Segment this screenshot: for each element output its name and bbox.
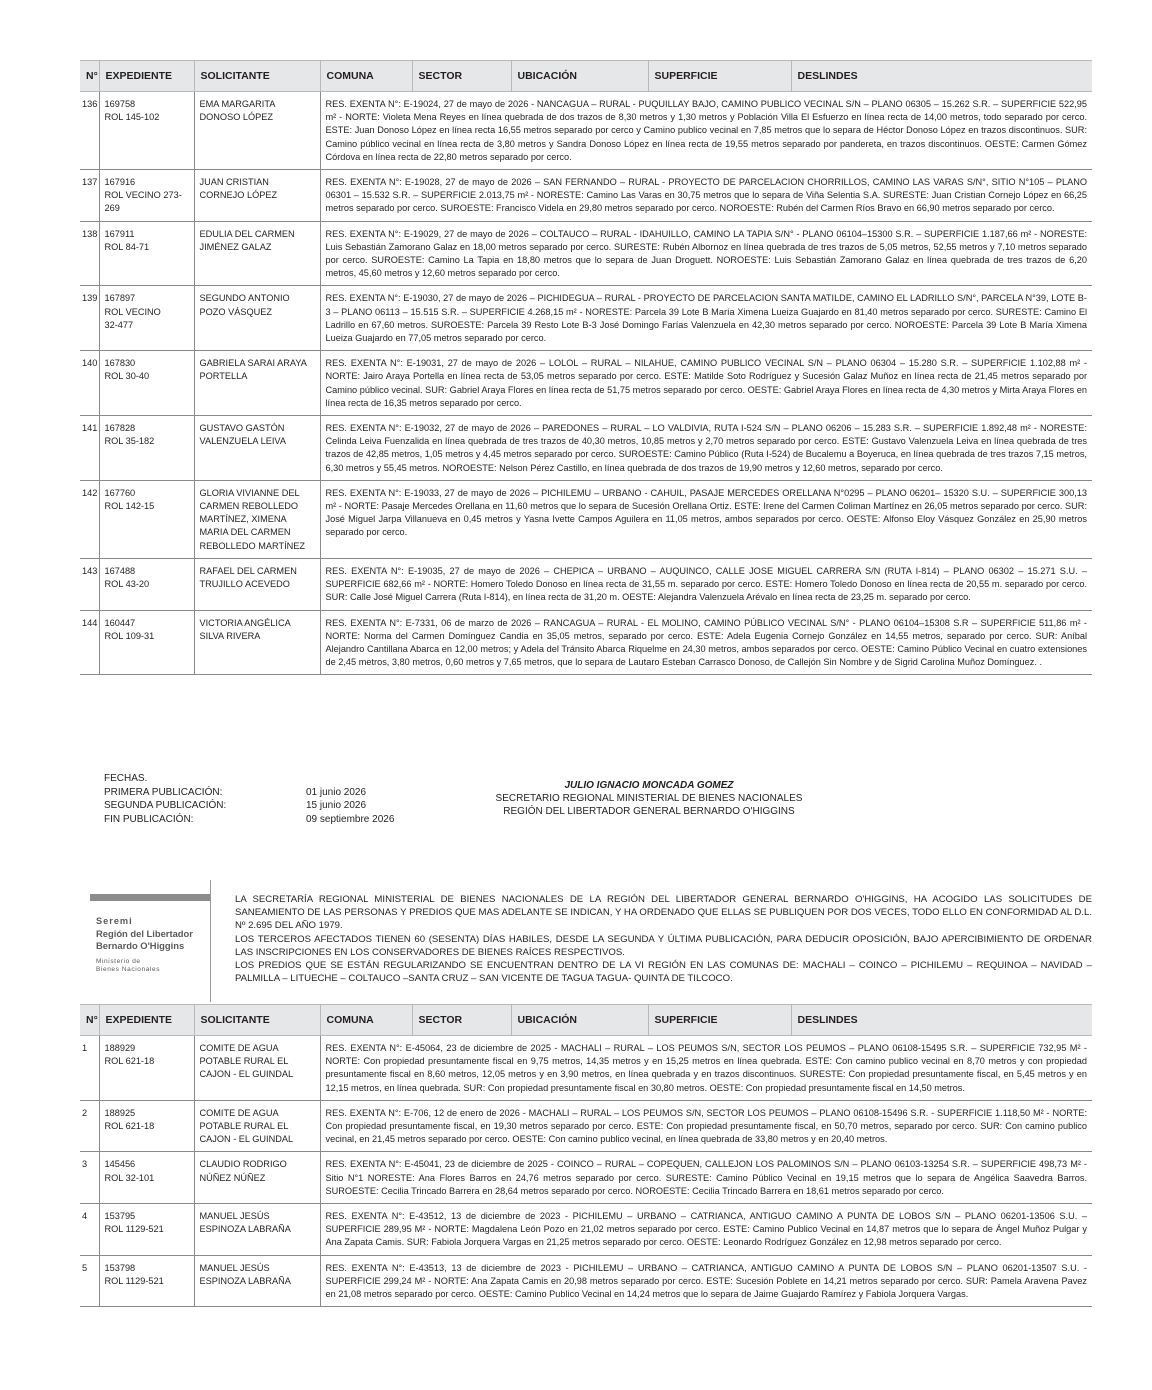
row-expediente: 153795 ROL 1129-521 bbox=[99, 1204, 194, 1256]
row-expediente: 167916 ROL VECINO 273-269 bbox=[99, 170, 194, 222]
header-solicitante: SOLICITANTE bbox=[194, 61, 320, 92]
row-solicitante: RAFAEL DEL CARMEN TRUJILLO ACEVEDO bbox=[194, 558, 320, 610]
row-deslindes: RES. EXENTA N°: E-19024, 27 de mayo de 2026 - NANCAGUA – RURAL - PUQUILLAY BAJO, CAMINO PUBLICO VECINAL S/N – PLANO 06305 – 15.262 S.R. – SUPERFICIE 522,95 m² - NORTE: Violeta Mena Reyes en línea quebrada de dos trazos de 8,30 metros y 1,30 metros y Población Villa El Esfuerzo en línea recta de 14,00 metros, todo separado por cerco. ESTE: Juan Donoso López en línea recta 16,55 metros separado por cerco y Camino publico vecinal en 7,85 metros que lo separa de Héctor Donoso López en trazos discontinuos. SUR: Camino público vecinal en línea recta de 3,80 metros y Sandra Donoso López en línea recta de 19,55 metros separado por pandereta, en trazos discontinuos. OESTE: Carmen Gómez Córdova en línea recta de 22,80 metros separado por cerco. bbox=[320, 92, 1092, 170]
row-number: 138 bbox=[80, 221, 99, 286]
row-expediente: 167897 ROL VECINO 32-477 bbox=[99, 286, 194, 351]
table-header-row bbox=[80, 1005, 1092, 1036]
signature-block bbox=[480, 779, 818, 819]
table-row bbox=[80, 1152, 1092, 1204]
signatory-title: SECRETARIO REGIONAL MINISTERIAL DE BIENES NACIONALES bbox=[495, 793, 803, 805]
seremi-logo bbox=[80, 880, 211, 1002]
date-value: 01 junio 2026 bbox=[306, 786, 367, 798]
row-solicitante: SEGUNDO ANTONIO POZO VÁSQUEZ bbox=[194, 286, 320, 351]
logo-region bbox=[96, 928, 193, 951]
row-expediente: 167488 ROL 43-20 bbox=[99, 558, 194, 610]
row-number: 5 bbox=[80, 1255, 99, 1307]
row-expediente: 167828 ROL 35-182 bbox=[99, 416, 194, 481]
table-row bbox=[80, 558, 1092, 610]
row-number: 139 bbox=[80, 286, 99, 351]
table-row bbox=[80, 610, 1092, 675]
date-value: 15 junio 2026 bbox=[306, 800, 367, 812]
row-deslindes: RES. EXENTA N°: E-706, 12 de enero de 2026 - MACHALI – RURAL – LOS PEUMOS S/N, SECTOR LOS PEUMOS – PLANO 06108-15496 S.R. - SUPERFICIE 1.118,50 M² - NORTE: Con propiedad presuntamente fiscal, en 19,30 metros separado por cerco. ESTE: Con propiedad presuntamente fiscal, en 50,70 metros, separado por cerco. SUR: Con camino publico vecinal, en 21,45 metros separado por cerco. OESTE: Con camino publico vecinal, en línea quebrada de 33,80 metros y en 20,40 metros. bbox=[320, 1100, 1092, 1152]
header-expediente: EXPEDIENTE bbox=[99, 1005, 194, 1036]
header-solicitante: SOLICITANTE bbox=[194, 1005, 320, 1036]
row-deslindes: RES. EXENTA N°: E-45041, 23 de diciembre de 2025 - COINCO – RURAL – COPEQUEN, CALLEJON LOS PALOMINOS S/N – PLANO 06103-13254 S.R. – SUPERFICIE 498,73 M² - Sitio N°1 NORESTE: Ana Flores Barros en 24,76 metros separado por cerco. SURESTE: Camino Público Vecinal en 19,15 metros que lo separa de Angélica Saavedra Barros. SUROESTE: Cecilia Trincado Barrera en 28,64 metros separado por cerco. NOROESTE: Cecilia Trincado Barrera en 18,61 metros separado por cerco. bbox=[320, 1152, 1092, 1204]
row-number: 143 bbox=[80, 558, 99, 610]
header-ubicacion: UBICACIÓN bbox=[511, 1005, 648, 1036]
row-deslindes: RES. EXENTA N°: E-19032, 27 de mayo de 2026 – PAREDONES – RURAL – LO VALDIVIA, RUTA I-524 S/N – PLANO 06206 – 15.283 S.R. – SUPERFICIE 1.892,48 m² - NORESTE: Celinda Leiva Fuenzalida en línea quebrada de tres trazos de 40,30 metros, 10,85 metros y 2,70 metros separado por cerco. ESTE: Gustavo Valenzuela Leiva en línea quebrada de tres trazos de 42,85 metros, 1,05 metros y 4,45 metros separado por cerco. SUROESTE: Camino Público (Ruta I-524) de Bucalemu a Boyeruca, en línea quebrada de tres trazos 7,15 metros, 6,30 metros y 55,45 metros. NOROESTE: Nelson Pérez Castillo, en línea quebrada de dos trazos de 19,90 metros y 12,60 metros, separado por cerco. bbox=[320, 416, 1092, 481]
logo-ministry-line1: Ministerio de bbox=[96, 958, 141, 965]
publication-table-1 bbox=[80, 60, 1092, 675]
row-deslindes: RES. EXENTA N°: E-45064, 23 de diciembre de 2025 - MACHALI – RURAL – LOS PEUMOS S/N, SECTOR LOS PEUMOS – PLANO 06108-15495 S.R. – SUPERFICIE 732,95 M² - NORTE: Con propiedad presuntamente fiscal en 9,75 metros, 14,35 metros y en 15,25 metros en línea quebrada. ESTE: Con camino publico vecinal en 8,70 metros y con propiedad presuntamente fiscal en 8,60 metros, 12,05 metros y en 3,90 metros, en línea quebrada y en trazos discontinuos. SURESTE: Con propiedad presuntamente fiscal, en 5,45 metros y en 12,15 metros, en línea quebrada. SUR: Con propiedad presuntamente fiscal en 30,80 metros. OESTE: Con propiedad presuntamente fiscal en 14,50 metros. bbox=[320, 1036, 1092, 1101]
row-solicitante: VICTORIA ANGÉLICA SILVA RIVERA bbox=[194, 610, 320, 675]
table-row bbox=[80, 286, 1092, 351]
date-label: PRIMERA PUBLICACIÓN: bbox=[104, 786, 223, 798]
signatory-name: JULIO IGNACIO MONCADA GOMEZ bbox=[564, 780, 734, 791]
header-deslindes: DESLINDES bbox=[791, 1005, 1092, 1036]
header-ubicacion: UBICACIÓN bbox=[511, 61, 648, 92]
header-expediente: EXPEDIENTE bbox=[99, 61, 194, 92]
header-sector: SECTOR bbox=[412, 1005, 511, 1036]
publication-dates bbox=[104, 772, 394, 826]
row-expediente: 169758 ROL 145-102 bbox=[99, 92, 194, 170]
row-expediente: 167911 ROL 84-71 bbox=[99, 221, 194, 286]
publication-table-2 bbox=[80, 1004, 1092, 1307]
table-row bbox=[80, 480, 1092, 558]
intro-paragraph: LOS PREDIOS QUE SE ESTÁN REGULARIZANDO SE ENCUENTRAN DENTRO DE LA VI REGIÓN EN LAS COMUNAS DE: MACHALI – COINCO – PICHILEMU – REQUINOA – NAVIDAD – PALMILLA – LITUECHE – COLTAUCO –SANTA CRUZ – SAN VICENTE DE TAGUA TAGUA- QUINTA DE TILCOCO. bbox=[235, 960, 1092, 985]
row-expediente: 167760 ROL 142-15 bbox=[99, 480, 194, 558]
intro-notice bbox=[235, 893, 1092, 985]
row-solicitante: GABRIELA SARAI ARAYA PORTELLA bbox=[194, 351, 320, 416]
row-number: 142 bbox=[80, 480, 99, 558]
row-solicitante: GUSTAVO GASTÓN VALENZUELA LEIVA bbox=[194, 416, 320, 481]
row-expediente: 188929 ROL 621-18 bbox=[99, 1036, 194, 1101]
row-deslindes: RES. EXENTA N°: E-19031, 27 de mayo de 2026 – LOLOL – RURAL – NILAHUE, CAMINO PUBLICO VECINAL S/N – PLANO 06304 – 15.280 S.R. – SUPERFICIE 1.102,88 m² - NORTE: Jairo Araya Portella en línea recta de 53,05 metros separado por cerco. ESTE: Matilde Soto Rodríguez y Sucesión Galaz Muñoz en línea recta de 21,45 metros separado por Camino público vecinal. SUR: Gabriel Araya Flores en línea recta de 51,75 metros separado por cerco. OESTE: Gabriel Araya Flores en línea recta de 4,30 metros y Mirta Araya Flores en línea recta de 16,35 metros separado por cerco. bbox=[320, 351, 1092, 416]
row-expediente: 188925 ROL 621-18 bbox=[99, 1100, 194, 1152]
row-solicitante: MANUEL JESÚS ESPINOZA LABRAÑA bbox=[194, 1255, 320, 1307]
row-number: 3 bbox=[80, 1152, 99, 1204]
header-superficie: SUPERFICIE bbox=[648, 61, 791, 92]
logo-ministry-line2: Bienes Nacionales bbox=[96, 966, 161, 973]
signatory-region: REGIÓN DEL LIBERTADOR GENERAL BERNARDO O'HIGGINS bbox=[503, 806, 795, 818]
date-row bbox=[104, 799, 394, 813]
header-deslindes: DESLINDES bbox=[791, 61, 1092, 92]
row-expediente: 153798 ROL 1129-521 bbox=[99, 1255, 194, 1307]
row-number: 144 bbox=[80, 610, 99, 675]
table-row bbox=[80, 1204, 1092, 1256]
intro-paragraph: LOS TERCEROS AFECTADOS TIENEN 60 (SESENTA) DÍAS HABILES, DESDE LA SEGUNDA Y ÚLTIMA PUBLICACIÓN, PARA DEDUCIR OPOSICIÓN, BAJO APERCIBIMIENTO DE ORDENAR LAS INSCRIPCIONES EN LOS CONSERVADORES DE BIENES RAÍCES RESPECTIVOS. bbox=[235, 933, 1092, 958]
row-expediente: 167830 ROL 30-40 bbox=[99, 351, 194, 416]
row-number: 140 bbox=[80, 351, 99, 416]
date-row bbox=[104, 786, 394, 800]
logo-region-line1: Región del Libertador bbox=[96, 928, 193, 939]
intro-paragraph: LA SECRETARÍA REGIONAL MINISTERIAL DE BIENES NACIONALES DE LA REGIÓN DEL LIBERTADOR GENERAL BERNARDO O'HIGGINS, HA ACOGIDO LAS SOLICITUDES DE SANEAMIENTO DE LAS PERSONAS Y PREDIOS QUE MAS ADELANTE SE INDICAN, Y HA ORDENADO QUE ELLAS SE PUBLIQUEN POR DOS VECES, TODO ELLO EN CONFORMIDAD AL D.L. Nº 2.695 DEL AÑO 1979. bbox=[235, 894, 1092, 932]
table-row bbox=[80, 1255, 1092, 1307]
row-deslindes: RES. EXENTA N°: E-43513, 13 de diciembre de 2023 - PICHILEMU – URBANO – CATRIANCA, ANTIGUO CAMINO A PUNTA DE LOBOS S/N – PLANO 06201-13507 S.U. - SUPERFICIE 299,24 M² - NORTE: Ana Zapata Camis en 20,98 metros separado por cerco. ESTE: Sucesión Poblete en 14,21 metros separado por cerco. SUR: Pamela Aravena Pavez en 21,08 metros separado por cerco. OESTE: Camino Publico Vecinal en 14,24 metros que lo separa de Jaime Guajardo Ramírez y Fabiola Jorquera Vargas. bbox=[320, 1255, 1092, 1307]
date-value: 09 septiembre 2026 bbox=[306, 813, 395, 825]
table-row bbox=[80, 416, 1092, 481]
row-deslindes: RES. EXENTA N°: E-19028, 27 de mayo de 2026 – SAN FERNANDO – RURAL - PROYECTO DE PARCELACION CHORRILLOS, CAMINO LAS VARAS S/N°, SITIO N°105 – PLANO 06301 – 15.532 S.R. – SUPERFICIE 2.013,75 m² - NORESTE: Camino Las Varas en 30,75 metros que lo separa de Viña Selentia S.A. SURESTE: Juan Cristian Cornejo López en 66,25 metros separado por cerco. SUROESTE: Francisco Videla en 29,80 metros separado por cerco. NOROESTE: Rubén del Carmen Ríos Bravo en 66,90 metros separado por cerco. bbox=[320, 170, 1092, 222]
row-number: 2 bbox=[80, 1100, 99, 1152]
table-row bbox=[80, 92, 1092, 170]
row-solicitante: EDULIA DEL CARMEN JIMÉNEZ GALAZ bbox=[194, 221, 320, 286]
row-deslindes: RES. EXENTA N°: E-19029, 27 de mayo de 2026 – COLTAUCO – RURAL - IDAHUILLO, CAMINO LA TAPIA S/N° - PLANO 06104–15300 S.R. – SUPERFICIE 1.187,66 m² - NORESTE: Luis Sebastián Zamorano Galaz en 18,00 metros separado por cerco. SURESTE: Rubén Albornoz en línea quebrada de tres trazos de 5,05 metros, 52,55 metros y 7,10 metros separado por cerco. SUROESTE: Camino La Tapia en 18,80 metros que lo separa de Juan Droguett. NOROESTE: Luis Sebastián Zamorano Galaz en línea quebrada de tres trazos de 6,20 metros, 45,60 metros y 12,60 metros separado por cerco. bbox=[320, 221, 1092, 286]
dates-title: FECHAS. bbox=[104, 773, 148, 784]
date-label: SEGUNDA PUBLICACIÓN: bbox=[104, 800, 227, 812]
header-comuna: COMUNA bbox=[320, 1005, 412, 1036]
date-label: FIN PUBLICACIÓN: bbox=[104, 813, 194, 825]
row-deslindes: RES. EXENTA N°: E-43512, 13 de diciembre de 2023 - PICHILEMU – URBANO – CATRIANCA, ANTIGUO CAMINO A PUNTA DE LOBOS S/N – PLANO 06201-13506 S.U. – SUPERFICIE 289,95 M² - NORTE: Magdalena León Pozo en 21,02 metros separado por cerco. ESTE: Camino Publico Vecinal en 14,87 metros que lo separa de Ángel Muñoz Pulgar y Ana Zapata Camis. SUR: Fabiola Jorquera Vargas en 21,25 metros separado por cerco. OESTE: Leonardo Rodríguez González en 12,98 metros separado por cerco. bbox=[320, 1204, 1092, 1256]
row-deslindes: RES. EXENTA N°: E-19035, 27 de mayo de 2026 – CHEPICA – URBANO – AUQUINCO, CALLE JOSE MIGUEL CARRERA S/N (RUTA I-814) – PLANO 06302 – 15.271 S.U. – SUPERFICIE 682,66 m² - NORTE: Homero Toledo Donoso en línea recta de 31,55 m. separado por cerco. ESTE: Homero Toledo Donoso en línea recta de 20,55 m. separado por cerco. SUR: Calle José Miguel Carrera (Ruta I-814), en línea recta de 31,20 m. OESTE: Alejandra Valenzuela Arévalo en línea recta de 23,25 m. separado por cerco. bbox=[320, 558, 1092, 610]
table-header-row bbox=[80, 61, 1092, 92]
row-deslindes: RES. EXENTA N°: E-19030, 27 de mayo de 2026 – PICHIDEGUA – RURAL - PROYECTO DE PARCELACION SANTA MATILDE, CAMINO EL LADRILLO S/N°, PARCELA N°39, LOTE B-3 – PLANO 06113 – 15.515 S.R. – SUPERFICIE 4.268,15 m² - NORESTE: Parcela 39 Lote B María Ximena Lueiza Guajardo en 81,40 metros separado por cerco. SURESTE: Camino El Ladrillo en 67,60 metros. SUROESTE: Parcela 39 Resto Lote B-3 José Domingo Farías Valenzuela en 42,30 metros separado por cerco. NOROESTE: Parcela 39 Lote B María Ximena Lueiza Guajardo en 77,05 metros separado por cerco. bbox=[320, 286, 1092, 351]
logo-region-line2: Bernardo O'Higgins bbox=[96, 939, 185, 951]
table-row bbox=[80, 351, 1092, 416]
row-solicitante: GLORIA VIVIANNE DEL CARMEN REBOLLEDO MARTÍNEZ, XIMENA MARIA DEL CARMEN REBOLLEDO MARTÍNEZ bbox=[194, 480, 320, 558]
row-deslindes: RES. EXENTA N°: E-7331, 06 de marzo de 2026 – RANCAGUA – RURAL - EL MOLINO, CAMINO PÚBLICO VECINAL S/N° - PLANO 06104–15308 S.R – SUPERFICIE 511,86 m² - NORTE: Norma del Carmen Domínguez Candia en 35,05 metros, separado por cerco. ESTE: Adela Eugenia Cornejo González en 14,55 metros, separado por cerco. SUR: Aníbal Alejandro Cantillana Abarca en 12,00 metros; y Adela del Tránsito Abarca Riquelme en 24,30 metros, ambos separados por cerco. OESTE: Camino Público Vecinal en cuatro extensiones de 2,45 metros, 3,80 metros, 0,60 metros y 7,65 metros, que lo separa de Lautaro Esteban Carrasco Donoso, de Callejón Sin Nombre y de Sigrid Carolina Muñoz Domínguez. . bbox=[320, 610, 1092, 675]
row-solicitante: MANUEL JESÚS ESPINOZA LABRAÑA bbox=[194, 1204, 320, 1256]
row-solicitante: COMITE DE AGUA POTABLE RURAL EL CAJON - EL GUINDAL bbox=[194, 1100, 320, 1152]
logo-ministry bbox=[96, 958, 160, 974]
logo-bar bbox=[90, 894, 210, 901]
row-solicitante: CLAUDIO RODRIGO NÚÑEZ NÚÑEZ bbox=[194, 1152, 320, 1204]
header-numero: N° bbox=[80, 1005, 99, 1036]
logo-seremi: Seremi bbox=[96, 916, 133, 926]
row-number: 1 bbox=[80, 1036, 99, 1101]
row-number: 4 bbox=[80, 1204, 99, 1256]
header-numero: N° bbox=[80, 61, 99, 92]
table-row bbox=[80, 221, 1092, 286]
row-solicitante: EMA MARGARITA DONOSO LÓPEZ bbox=[194, 92, 320, 170]
header-sector: SECTOR bbox=[412, 61, 511, 92]
table-row bbox=[80, 170, 1092, 222]
row-number: 137 bbox=[80, 170, 99, 222]
row-solicitante: JUAN CRISTIAN CORNEJO LÓPEZ bbox=[194, 170, 320, 222]
row-expediente: 145456 ROL 32-101 bbox=[99, 1152, 194, 1204]
row-expediente: 160447 ROL 109-31 bbox=[99, 610, 194, 675]
date-row bbox=[104, 813, 394, 827]
row-deslindes: RES. EXENTA N°: E-19033, 27 de mayo de 2026 – PICHILEMU – URBANO - CAHUIL, PASAJE MERCEDES ORELLANA N°0295 – PLANO 06201– 15320 S.U. – SUPERFICIE 300,13 m² - NORTE: Pasaje Mercedes Orellana en 11,60 metros que lo separa de Sucesión Orellana Ortiz. ESTE: Irene del Carmen Coliman Martínez en 26,05 metros separado por cerco. SUR: José Miguel Jarpa Villanueva en 0,45 metros y Yasna Ivette Campos Aguilera en 11,05 metros, ambos separados por cerco. OESTE: Alfonso Eloy Vásquez González en 25,90 metros separado por cerco. bbox=[320, 480, 1092, 558]
row-number: 141 bbox=[80, 416, 99, 481]
row-solicitante: COMITE DE AGUA POTABLE RURAL EL CAJON - EL GUINDAL bbox=[194, 1036, 320, 1101]
header-superficie: SUPERFICIE bbox=[648, 1005, 791, 1036]
table-row bbox=[80, 1100, 1092, 1152]
row-number: 136 bbox=[80, 92, 99, 170]
header-comuna: COMUNA bbox=[320, 61, 412, 92]
table-row bbox=[80, 1036, 1092, 1101]
